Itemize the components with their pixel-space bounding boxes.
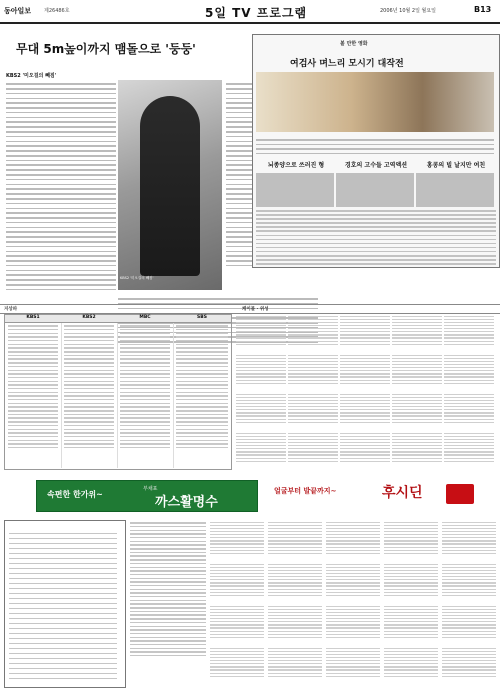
movie-sub-title: 뇌종양으로 쓰러진 형	[267, 162, 325, 169]
movie-sub-title: 경호의 고수들 고역액션	[344, 162, 408, 169]
cable-block	[268, 604, 322, 644]
movie-kicker: 볼 만한 영화	[340, 41, 368, 47]
schedule-column	[117, 323, 174, 468]
movie-sub-photo	[416, 173, 494, 207]
cable-block	[326, 646, 380, 686]
ad-brand: 까스활명수	[155, 495, 218, 510]
channel-header: MBC	[117, 315, 173, 323]
channel-header: KBS1	[5, 315, 61, 323]
performer-figure	[140, 96, 200, 276]
movie-sub-item	[256, 160, 336, 288]
movie-text	[256, 136, 494, 154]
movie-headline: 여검사 며느리 모시기 대작전	[290, 59, 404, 69]
cable-block	[384, 604, 438, 644]
cable-block	[392, 431, 442, 467]
section-title: 5일 TV 프로그램	[205, 6, 308, 20]
movie-sub-photo	[256, 173, 334, 207]
cable-block	[210, 520, 264, 560]
terrestrial-label: 지상파	[4, 307, 18, 312]
schedule-column	[5, 323, 62, 468]
cable-block	[210, 562, 264, 602]
cable-block	[326, 520, 380, 560]
lead-body-text	[6, 80, 116, 290]
cable-block	[442, 562, 496, 602]
movie-still-photo	[256, 72, 494, 132]
cable-block	[340, 314, 390, 350]
newspaper-name: 동아일보	[4, 7, 32, 15]
cable-label: 케이블 · 위성	[242, 307, 269, 312]
ad-banner-right[interactable]	[262, 480, 482, 510]
cable-block	[236, 392, 286, 428]
ad-banner-left[interactable]	[36, 480, 258, 512]
cable-block	[444, 392, 494, 428]
cable-block	[288, 353, 338, 389]
cable-block	[326, 604, 380, 644]
cable-block	[384, 646, 438, 686]
cable-block	[210, 604, 264, 644]
terrestrial-schedule	[4, 314, 232, 470]
cable-block	[340, 431, 390, 467]
lead-photo	[118, 80, 222, 290]
schedule-column	[61, 323, 118, 468]
lower-left-box	[4, 520, 126, 688]
channel-header: KBS2	[61, 315, 117, 323]
cable-block	[326, 562, 380, 602]
lower-middle-listing	[130, 520, 206, 686]
issue-date: 2006년 10월 2일 월요일	[380, 8, 437, 14]
cable-block	[340, 392, 390, 428]
ad-brand-small: 부채표	[143, 486, 158, 492]
cable-block	[236, 314, 286, 350]
cable-block	[444, 431, 494, 467]
cable-block	[340, 353, 390, 389]
lead-headline: 무대 5m높이까지 맴돌으로 '둥둥'	[16, 42, 196, 56]
photo-caption: KBS2 '미오걸의 빼짐'	[120, 276, 154, 280]
cable-block	[392, 353, 442, 389]
cable-block	[392, 314, 442, 350]
page-header	[0, 0, 500, 24]
cable-block	[442, 520, 496, 560]
cable-block	[288, 314, 338, 350]
cable-block	[288, 431, 338, 467]
movie-sub-photo	[336, 173, 414, 207]
schedule-column	[173, 323, 231, 468]
lower-cable-grid	[210, 520, 496, 686]
cable-block	[268, 562, 322, 602]
cable-block	[392, 392, 442, 428]
cable-block	[268, 646, 322, 686]
cable-block	[442, 646, 496, 686]
ad-logo	[446, 484, 474, 504]
ad-brand: 후시딘	[382, 485, 423, 501]
movie-sub-title: 홍콩의 빌 날지만 여친	[426, 162, 486, 169]
page-number: B13	[474, 5, 492, 14]
movie-sub-item	[336, 160, 416, 288]
cable-block	[210, 646, 264, 686]
cable-block	[442, 604, 496, 644]
lead-subhead: KBS2 '미오걸의 빼짐'	[6, 73, 57, 79]
cable-schedule	[236, 314, 496, 468]
channel-header: SBS	[173, 315, 231, 323]
ad-slogan: 속편한 한가위~	[47, 490, 103, 499]
cable-block	[288, 392, 338, 428]
ad-slogan: 얼굴부터 발끝까지~	[274, 487, 337, 495]
cable-block	[444, 314, 494, 350]
cable-block	[236, 353, 286, 389]
cable-block	[236, 431, 286, 467]
cable-block	[444, 353, 494, 389]
tv-section-strip	[0, 304, 500, 314]
cable-block	[384, 520, 438, 560]
issue-number: 제26486호	[44, 8, 70, 14]
cable-block	[384, 562, 438, 602]
cable-block	[268, 520, 322, 560]
movie-sub-item	[416, 160, 496, 288]
